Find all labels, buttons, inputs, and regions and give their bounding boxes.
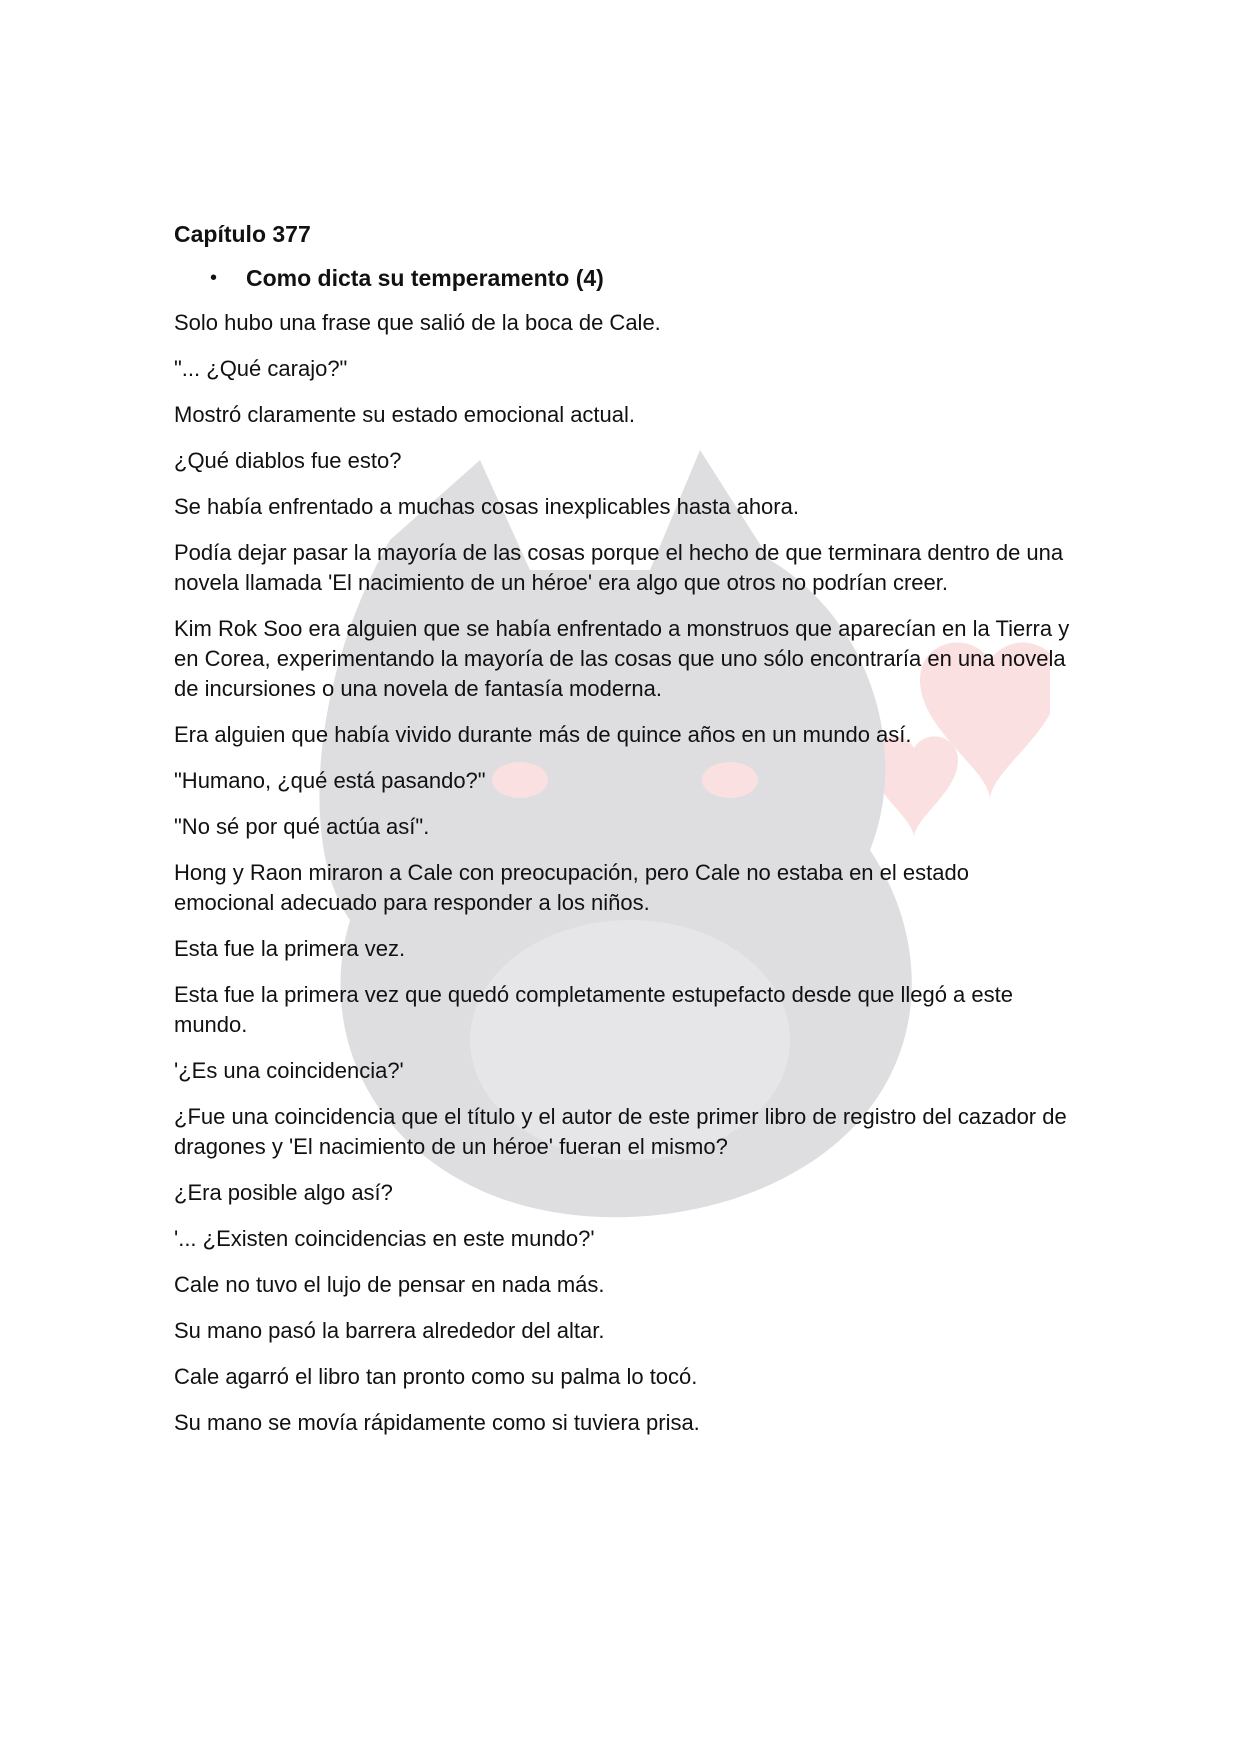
paragraph: Esta fue la primera vez que quedó completamente estupefacto desde que llegó a este mundo. [174,982,1013,1037]
paragraph: Era alguien que había vivido durante más de quince años en un mundo así. [174,722,912,747]
document-body [174,218,1074,1454]
paragraph: Kim Rok Soo era alguien que se había enfrentado a monstruos que aparecían en la Tierra y en Corea, experimentando la mayoría de las cosas que uno sólo encontraría en una novela de incursiones o una novela de fantasía moderna. [174,616,1070,701]
paragraph: ¿Fue una coincidencia que el título y el autor de este primer libro de registro del cazador de dragones y 'El nacimiento de un héroe' fueran el mismo? [174,1104,1067,1159]
paragraph: "No sé por qué actúa así". [174,814,430,839]
paragraph: "... ¿Qué carajo?" [174,356,348,381]
paragraph: '¿Es una coincidencia?' [174,1058,404,1083]
paragraph: '... ¿Existen coincidencias en este mundo?' [174,1226,595,1251]
paragraph: Hong y Raon miraron a Cale con preocupación, pero Cale no estaba en el estado emocional adecuado para responder a los niños. [174,860,969,915]
chapter-title: Capítulo 377 [174,221,311,247]
paragraph: "Humano, ¿qué está pasando?" [174,768,486,793]
paragraph: Esta fue la primera vez. [174,936,406,961]
paragraph: ¿Era posible algo así? [174,1180,393,1205]
paragraph: Podía dejar pasar la mayoría de las cosas porque el hecho de que terminara dentro de una novela llamada 'El nacimiento de un héroe' era algo que otros no podrían creer. [174,540,1064,595]
paragraph: Su mano se movía rápidamente como si tuviera prisa. [174,1410,700,1435]
paragraph: Cale agarró el libro tan pronto como su palma lo tocó. [174,1364,698,1389]
chapter-subtitle: Como dicta su temperamento (4) [246,265,604,291]
paragraph: Se había enfrentado a muchas cosas inexplicables hasta ahora. [174,494,799,519]
paragraph: Solo hubo una frase que salió de la boca de Cale. [174,310,661,335]
subtitle-list-item [174,262,1074,294]
paragraph: Su mano pasó la barrera alrededor del altar. [174,1318,605,1343]
paragraph: Cale no tuvo el lujo de pensar en nada más. [174,1272,605,1297]
paragraph: Mostró claramente su estado emocional actual. [174,402,636,427]
paragraph: ¿Qué diablos fue esto? [174,448,402,473]
bullet-icon: • [210,267,218,289]
